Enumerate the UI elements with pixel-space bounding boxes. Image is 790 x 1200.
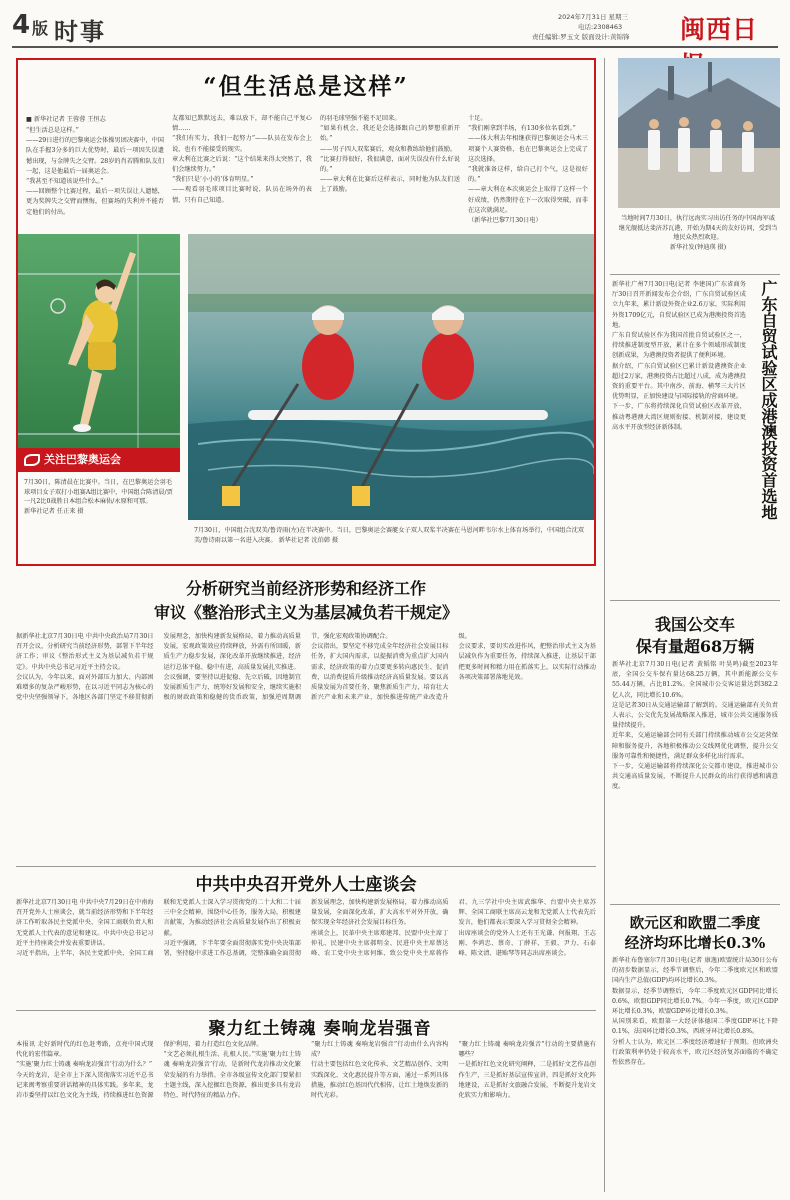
rowing-illustration [188, 234, 594, 520]
section-title: 时事 [54, 18, 106, 46]
redflag-body: 本报讯 走好新时代的红色赶考路，点亮中国式现代化的宏伟篇章。 “实施‘聚力红土铸魂 奏响龙岩强音’行动为什么？” 今天的龙岩，是全市上下深入贯彻落实习近平总书记来闽考察重要讲话精神的具体实践。多年来，龙岩市委坚持以红色文化为主线，持续推进红色资源保护利用，着力打造红色文化品牌。 “文艺必须扎根生活、扎根人民。”实施‘聚力红土铸魂 奏响龙岩强音’行动，是新时代龙岩推动文化繁荣发展的有力举措。全市各级宣传文化部门要紧扣主题主线，深入挖掘红色资源，推出更多具有龙岩特色、时代特征的精品力作。 “聚力红土铸魂 奏响龙岩强音”行动由什么内容构成？ 行动主要包括红色文化传承、文艺精品创作、文明实践深化、文化惠民提升等方面，通过一系列具体措施，推动红色基因代代相传，让红土地焕发新的时代光彩。 “聚力红土铸魂 奏响龙岩强音”行动的主要措施有哪些？ 一是抓好红色文化研究阐释，二是抓好文艺作品创作生产，三是抓好基层宣传宣讲，四是抓好文化阵地建设，五是抓好文旅融合发展，不断提升龙岩文化软实力和影响力。 [16, 1041, 596, 1100]
featured-column: 友都知已默默远去，难以放下，却不能自己平复心情…… “我们有实力，我们一起努力”——队员在发布会上说，也有不能接受的现实。 章大利在比赛之后说：“这个结果来得太突然了，我们会继续努力。” “我们只是‘小小的’体育明星。” ——观看羽毛球项目比赛时说，队员在场外的表情，只有自己知道。 [172, 115, 312, 204]
rowing-caption: 7月30日，中国组合沈双美/鲁诗雨(左)在半决赛中。当日，巴黎奥运会赛艇女子双人双桨半决赛在马恩河畔韦尔水上体育场举行，中国组合沈双美/鲁诗雨以第一名进入决赛。 新华社记者 沈伯韩 摄 [194, 527, 584, 544]
rowing-photo [188, 234, 594, 520]
divider [610, 904, 780, 905]
featured-column: “但生活总是这样。” ——29日进行的巴黎奥运会体操男团决赛中，中国队在手握3分多的巨大优势时，最后一项因失误遗憾出现，与金牌失之交臂。28岁的肖若腾和队友们一起，这是他最后一届奥运会。 “我甚至不知道该说些什么。” ——回顾整个比赛过程，最后一项失误让人遗憾，更为奖牌失之交臂而懊悔，但赛场的失利并不能否定他们的付出。 [26, 127, 164, 216]
divider [16, 1010, 596, 1011]
phone-number: 电话:2308463 [578, 23, 623, 31]
featured-column: 的羽毛球坚强不能不足回来。 “如果有机会，我还是会选择跟自己的梦想重新开始。” ——男子四人双桨赛后，观众和教练给他们鼓励。 “比赛打得很好，我很满意，面对失误没有什么好说的。” ——章大利在比赛后这样表示，同时他为队友们送上了鼓励。 [320, 115, 460, 194]
issue-date: 2024年7月31日 星期三 [558, 13, 629, 21]
featured-column: 十足。 “我们刚拿到半场，有130多位名看到。” ——体大利去年相继获得巴黎奥运会马术三项赛个人赛资格，也在巴黎奥运会上完成了这次选择。 “我就准备这样，给自己打个气，这是很好的。” ——章大利在本次奥运会上取得了这样一个好成绩，仍然期待在下一次取得突破，而非在这次就满足。 （新华社巴黎7月30日电） [468, 115, 588, 225]
main-headline-2: 审议《整治形式主义为基层减负若干规定》 [153, 603, 458, 622]
guangdong-headline: 广东自贸试验区成港澳投资首选地 [759, 280, 778, 520]
featured-box [16, 58, 596, 566]
badminton-player-illustration [18, 234, 180, 472]
featured-byline: ■ 新华社记者 王蓉蓉 王恒志 [26, 116, 106, 123]
newspaper-masthead: 闽西日 [680, 15, 759, 44]
main-headline-1: 分析研究当前经济形势和经济工作 [185, 579, 426, 598]
badminton-photo [18, 234, 180, 472]
divider [16, 866, 596, 867]
main-news-body: 据新华社北京7月30日电 中共中央政治局7月30日召开会议，分析研究当前经济形势，部署下半年经济工作；审议《整治形式主义为基层减负若干规定》。中共中央总书记习近平主持会议。 会议认为，今年以来，面对外部压力加大、内部困难增多的复杂严峻形势，在以习近平同志为核心的党中央坚强领导下，各地区各部门坚定不移贯彻新发展理念，加快构建新发展格局，着力推动高质量发展，宏观政策效应持续释放，外需有所回暖，新质生产力稳步发展，深化改革开放继续推进，经济运行总体平稳、稳中有进，高质量发展扎实推进。 会议强调，要坚持以进促稳、先立后破，因地制宜发展新质生产力，统筹好发展和安全，继续实施积极的财政政策和稳健的货币政策，加强逆周期调节，强化宏观政策协调配合。 会议指出，要坚定不移完成全年经济社会发展目标任务，扩大国内需求，以提振消费为重点扩大国内需求，经济政策的着力点要更多转向惠民生、促消费，以消费提质升级推动经济高质量发展。要以高质量发展为首要任务，聚焦新质生产力，培育壮大新兴产业和未来产业，加快推进传统产业改造升级。 会议要求，要切实改进作风，把整治形式主义为基层减负作为重要任务，持续深入推进，让基层干部把更多时间和精力用在抓落实上，以实际行动推动各项决策部署落地见效。 [16, 633, 596, 702]
divider [610, 600, 780, 601]
edition-unit: 版 [32, 19, 49, 38]
olympics-banner-label: 关注巴黎奥运会 [44, 453, 121, 466]
editors-line: 责任编辑:罗玉文 版面设计:黄锦锋 [532, 33, 630, 41]
badminton-caption: 7月30日，陈清晨在比赛中。当日，在巴黎奥运会羽毛球项目女子双打小组赛A组比赛中，中国组合陈清晨/贾一凡2比0战胜日本组合松本麻佑/永原和可那。 新华社记者 任正来 摄 [24, 479, 173, 515]
navy-photo [618, 58, 780, 208]
redflag-headline: 聚力红土铸魂 奏响龙岩强音 [208, 1019, 432, 1039]
euro-body: 新华社布鲁塞尔7月30日电(记者 康逸)欧盟统计局30日公布的初步数据显示，经季节调整后，今年二季度欧元区和欧盟国内生产总值(GDP)均环比增长0.3%。 数据显示，经季节调整后，今年二季度欧元区GDP同比增长0.6%，欧盟GDP同比增长0.7%。今年一季度，欧元区GDP环比增长0.3%，欧盟GDP环比增长0.3%。 从国别来看，欧盟第一大经济体德国二季度GDP环比下降0.1%，法国环比增长0.3%，西班牙环比增长0.8%。 分析人士认为，欧元区二季度经济增速好于预期。但欧洲央行政策利率仍处于较高水平，欧元区经济复苏面临的不确定性依然存在。 [612, 957, 778, 1067]
divider [610, 274, 780, 275]
featured-title: “但生活总是这样” [203, 73, 409, 100]
column-divider [604, 58, 605, 1192]
olympics-banner[interactable] [18, 448, 180, 472]
navy-ship-illustration [618, 58, 780, 208]
euro-headline-2: 经济均环比增长0.3% [624, 935, 766, 952]
page-header [12, 10, 778, 44]
meeting-headline: 中共中央召开党外人士座谈会 [195, 875, 417, 895]
euro-headline-1: 欧元区和欧盟二季度 [629, 915, 761, 932]
navy-caption: 当地时间7月30日，执行远海实习出访任务的中国海军戚继光舰抵达斐济苏瓦港，开始为期4天的友好访问，受到当地民众热烈欢迎。 新华社发(钟迪瑛 摄) [618, 215, 778, 251]
bus-headline-1: 我国公交车 [654, 615, 735, 634]
edition-number: 4 [12, 10, 31, 40]
olympics-logo-icon [24, 454, 40, 466]
header-rule [12, 46, 778, 48]
guangdong-body: 新华社广州7月30日电(记者 李建国)广东省商务厅30日召开新闻发布会介绍，广东自贸试验区成立九年来，累计新设外资企业2.6万家，实际利用外资1709亿元，自贸试验区已成为港澳投资首选地。 广东自贸试验区作为我国首批自贸试验区之一，持续推进制度型开放，累计在多个领域形成制度创新成果，为港澳投资者提供了便利环境。 据介绍，广东自贸试验区已累计新设港澳资企业超过2万家，港澳投资占比超过八成，成为港澳投资的重要平台。其中南沙、前海、横琴三大片区优势明显，正加快建设与国际接轨的营商环境。 下一步，广东将持续深化自贸试验区改革开放，推动粤港澳大湾区规则衔接、机制对接，建设更高水平开放型经济新体制。 [612, 281, 746, 431]
bus-body: 新华社北京7月30日电(记者 黄韬铭 叶昊鸣)截至2023年底，全国公交车保有量达68.25万辆，其中新能源公交车55.44万辆，占比81.2%。全国城市公交客运量达到382.2亿人次，同比增长10.6%。 这是记者30日从交通运输部了解到的。交通运输部有关负责人表示，公交优先发展战略深入推进，城市公共交通服务质量持续提升。 近年来，交通运输部会同有关部门持续推动城市公交运营保障和服务提升，各地积极推动公交线网优化调整，提升公交服务可靠性和便捷性，满足群众多样化出行需求。 下一步，交通运输部将持续深化公交都市建设，推进城市公共交通高质量发展，不断提升人民群众的出行获得感和满意度。 [612, 661, 778, 791]
bus-headline-2: 保有量超68万辆 [635, 637, 755, 656]
meeting-body: 新华社北京7月30日电 中共中央7月29日在中南海召开党外人士座谈会，就当前经济形势和下半年经济工作听取各民主党派中央、全国工商联负责人和无党派人士代表的意见和建议。中共中央总书记习近平主持座谈会并发表重要讲话。 习近平指出，上半年，各民主党派中央、全国工商联和无党派人士深入学习贯彻党的二十大和二十届三中全会精神，围绕中心任务，服务大局，积极建言献策，为推动经济社会高质量发展作出了积极贡献。 习近平强调，下半年要全面贯彻落实党中央决策部署，坚持稳中求进工作总基调，完整准确全面贯彻新发展理念，加快构建新发展格局，着力推动高质量发展，全面深化改革，扩大高水平对外开放，确保实现全年经济社会发展目标任务。 座谈会上，民革中央主席郑建邦、民盟中央主席丁仲礼、民建中央主席郝明金、民进中央主席蔡达峰、农工党中央主席何维、致公党中央主席蒋作君、九三学社中央主席武维华、台盟中央主席苏辉、全国工商联主席高云龙和无党派人士代表先后发言，他们都表示要深入学习贯彻全会精神。 出席座谈会的党外人士还有王光谦、何报翔、王志刚、李鸿忠、蔡奇、丁薛祥、王毅、尹力、石泰峰、陈文清、谌贻琴等同志出席座谈会。 [16, 899, 596, 958]
